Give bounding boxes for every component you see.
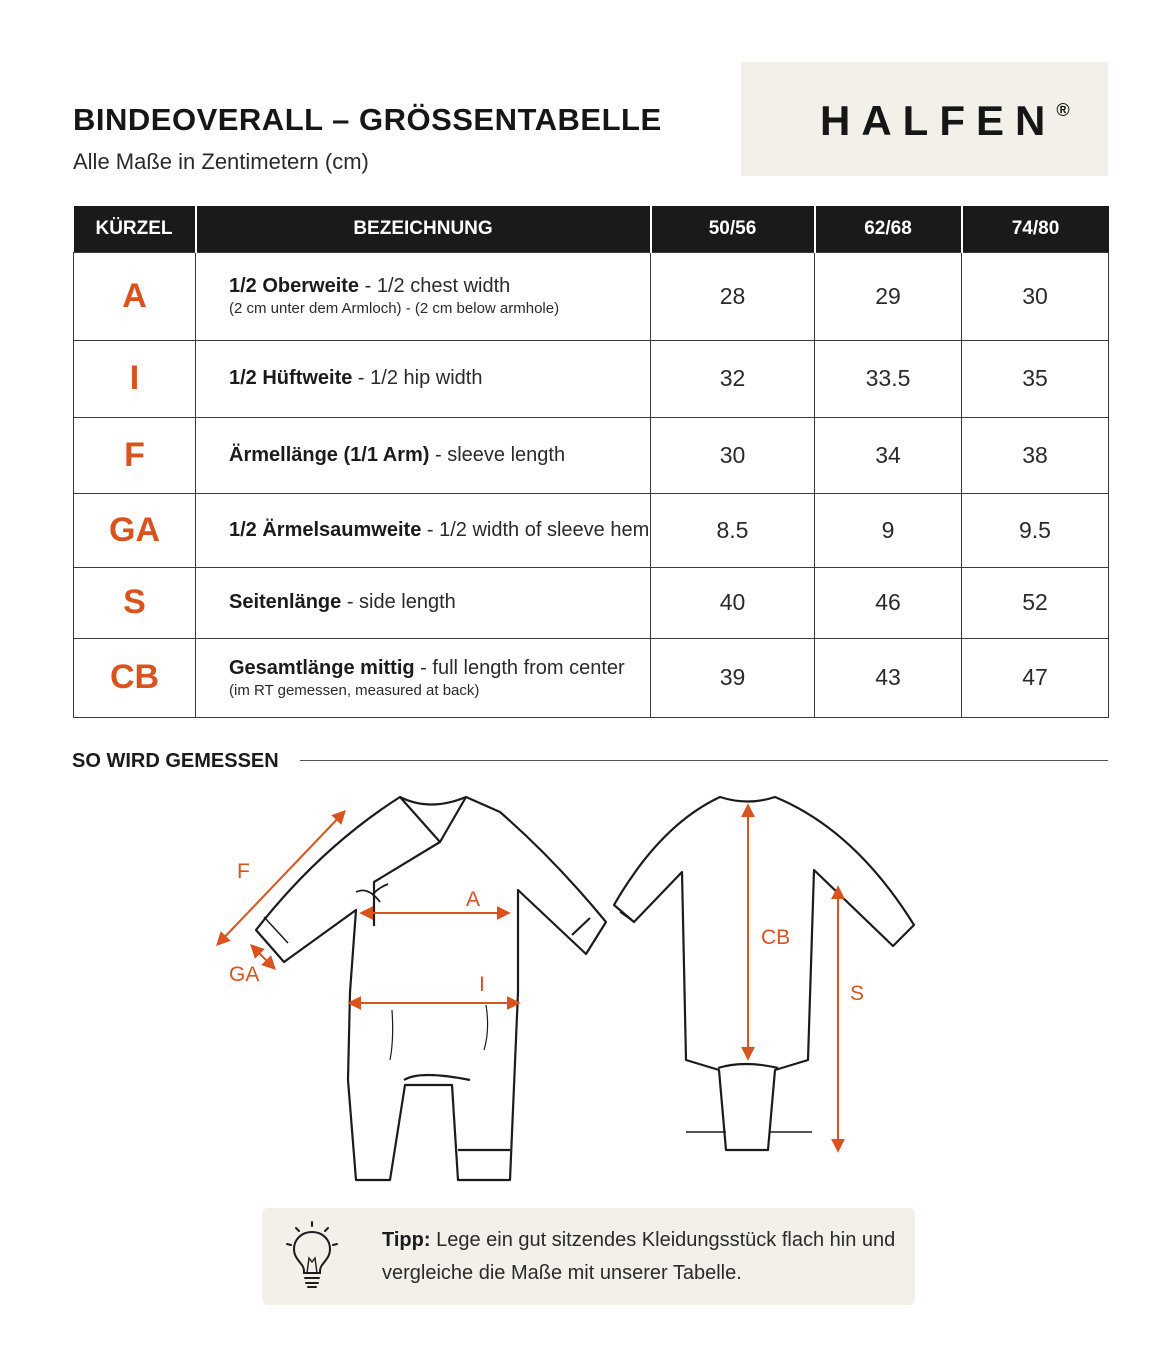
front-garment-outline	[256, 797, 606, 1180]
size-table	[73, 206, 1109, 718]
registered-mark: ®	[1056, 100, 1070, 120]
value-cell: 29	[815, 252, 962, 340]
back-garment-outline	[614, 797, 914, 1150]
page-subtitle: Alle Maße in Zentimetern (cm)	[73, 149, 369, 174]
value-cell: 9.5	[962, 493, 1109, 567]
row-description: 1/2 Ärmelsaumweite - 1/2 width of sleeve hem	[196, 493, 651, 567]
row-description: 1/2 Hüftweite - 1/2 hip width	[196, 340, 651, 417]
row-description: Gesamtlänge mittig - full length from center (im RT gemessen, measured at back)	[196, 638, 651, 717]
value-cell: 32	[651, 340, 815, 417]
value-cell: 43	[815, 638, 962, 717]
page-title: BINDEOVERALL – GRÖSSENTABELLE	[73, 102, 662, 137]
name-en: sleeve length	[447, 443, 566, 466]
value-cell: 52	[962, 567, 1109, 638]
row-description: Seitenlänge - side length	[196, 567, 651, 638]
label-i: I	[479, 973, 485, 996]
row-note: (im RT gemessen, measured at back)	[229, 681, 480, 699]
name-de: 1/2 Hüftweite	[229, 367, 353, 389]
row-description: 1/2 Oberweite - 1/2 chest width (2 cm unter dem Armloch) - (2 cm below armhole)	[196, 252, 651, 340]
value-cell: 39	[651, 638, 815, 717]
name-de: Gesamtlänge mittig	[229, 656, 415, 679]
table-row	[74, 567, 1109, 638]
measure-section-title: SO WIRD GEMESSEN	[72, 750, 279, 772]
value-cell: 38	[962, 417, 1109, 493]
row-code: I	[74, 340, 196, 417]
column-header-size-62-68: 62/68	[815, 206, 962, 252]
lightbulb-icon	[284, 1220, 340, 1295]
name-en: full length from center	[432, 656, 625, 679]
value-cell: 35	[962, 340, 1109, 417]
table-row	[74, 493, 1109, 567]
column-header-size-50-56: 50/56	[651, 206, 815, 252]
column-header-description: BEZEICHNUNG	[196, 206, 651, 252]
value-cell: 30	[651, 417, 815, 493]
brand-name: HALFEN	[820, 97, 1057, 144]
table-row	[74, 340, 1109, 417]
value-cell: 33.5	[815, 340, 962, 417]
name-de: 1/2 Ärmelsaumweite	[229, 518, 422, 541]
tip-text	[382, 1224, 902, 1290]
value-cell: 40	[651, 567, 815, 638]
name-de: 1/2 Oberweite	[229, 275, 360, 297]
value-cell: 28	[651, 252, 815, 340]
name-de: Seitenlänge	[229, 591, 342, 613]
brand-logo	[820, 97, 1070, 145]
table-header-row	[74, 206, 1109, 252]
tip-body: Lege ein gut sitzendes Kleidungsstück flach hin und vergleiche die Maße mit unserer Tabelle.	[382, 1229, 896, 1284]
row-code: F	[74, 417, 196, 493]
section-divider	[300, 760, 1108, 761]
name-de: Ärmellänge (1/1 Arm)	[229, 443, 430, 466]
label-cb: CB	[761, 926, 791, 949]
value-cell: 47	[962, 638, 1109, 717]
tip-label: Tipp:	[382, 1229, 431, 1251]
label-a: A	[466, 888, 481, 911]
measurement-diagram	[0, 780, 1170, 1200]
table-row	[74, 417, 1109, 493]
value-cell: 9	[815, 493, 962, 567]
row-note: (2 cm unter dem Armloch) - (2 cm below armhole)	[229, 300, 560, 317]
value-cell: 8.5	[651, 493, 815, 567]
column-header-code: KÜRZEL	[74, 206, 196, 252]
value-cell: 34	[815, 417, 962, 493]
label-s: S	[850, 982, 865, 1005]
value-cell: 46	[815, 567, 962, 638]
row-code: CB	[74, 638, 196, 717]
label-ga: GA	[229, 963, 260, 986]
row-description: Ärmellänge (1/1 Arm) - sleeve length	[196, 417, 651, 493]
label-f: F	[237, 860, 250, 883]
row-code: A	[74, 252, 196, 340]
column-header-size-74-80: 74/80	[962, 206, 1109, 252]
row-code: S	[74, 567, 196, 638]
table-row	[74, 638, 1109, 717]
row-code: GA	[74, 493, 196, 567]
name-en: 1/2 hip width	[370, 367, 483, 389]
table-row	[74, 252, 1109, 340]
tip-box	[262, 1208, 915, 1305]
value-cell: 30	[962, 252, 1109, 340]
name-en: side length	[359, 591, 456, 613]
name-en: 1/2 width of sleeve hem	[439, 518, 650, 541]
name-en: 1/2 chest width	[376, 275, 511, 297]
